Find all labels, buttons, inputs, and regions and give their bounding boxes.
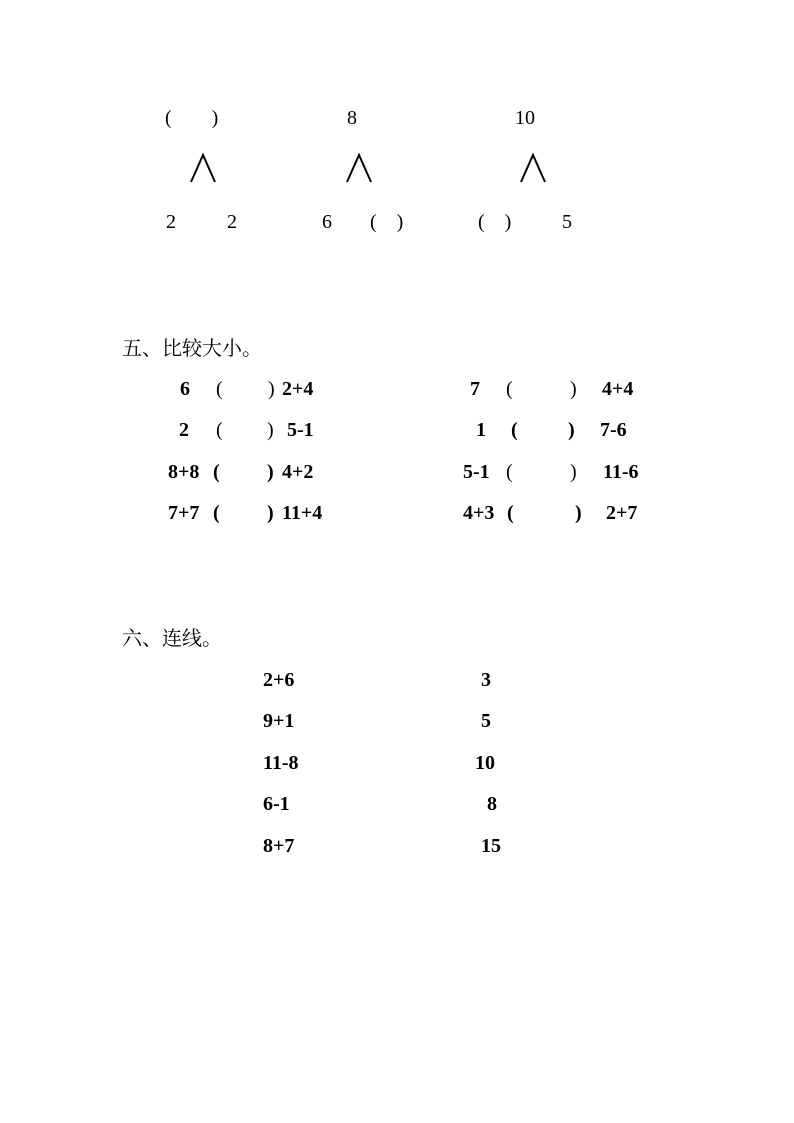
compare-right-expr: 11-6 [603, 461, 639, 483]
section-5-title: 五、比较大小。 [122, 336, 262, 360]
compare-right-expr: 7-6 [600, 419, 627, 441]
compare-left-expr: 6 [180, 378, 190, 400]
match-right-item[interactable]: 5 [481, 710, 491, 732]
compare-left-expr: 1 [476, 419, 486, 441]
match-right-item[interactable]: 10 [475, 752, 495, 774]
compare-answer-open[interactable]: ( [506, 378, 513, 400]
match-left-item[interactable]: 6-1 [263, 793, 290, 815]
compare-answer-open[interactable]: ( [213, 461, 220, 483]
compare-answer-close[interactable]: ) [267, 419, 274, 441]
compare-left-expr: 8+8 [168, 461, 200, 483]
compare-left-expr: 5-1 [463, 461, 490, 483]
compare-answer-open[interactable]: ( [507, 502, 514, 524]
match-left-item[interactable]: 8+7 [263, 835, 295, 857]
compare-answer-close[interactable]: ) [267, 461, 274, 483]
section-6-title: 六、连线。 [122, 626, 222, 650]
compare-answer-close[interactable]: ) [267, 502, 274, 524]
compare-answer-close[interactable]: ) [570, 378, 577, 400]
compare-left-expr: 2 [179, 419, 189, 441]
tree-3-right: 5 [562, 211, 572, 233]
compare-answer-open[interactable]: ( [216, 419, 223, 441]
tree-3-left[interactable]: ( ) [478, 211, 512, 233]
tree-3-top: 10 [515, 107, 535, 129]
tree-1-left: 2 [166, 211, 176, 233]
compare-right-expr: 2+7 [606, 502, 638, 524]
compare-answer-close[interactable]: ) [570, 461, 577, 483]
compare-answer-close[interactable]: ) [575, 502, 582, 524]
compare-left-expr: 4+3 [463, 502, 495, 524]
compare-right-expr: 2+4 [282, 378, 314, 400]
compare-left-expr: 7 [470, 378, 480, 400]
compare-answer-open[interactable]: ( [216, 378, 223, 400]
tree-2-wedge-icon [344, 152, 374, 184]
compare-answer-open[interactable]: ( [213, 502, 220, 524]
compare-right-expr: 5-1 [287, 419, 314, 441]
match-right-item[interactable]: 15 [481, 835, 501, 857]
tree-2-top: 8 [347, 107, 357, 129]
match-left-item[interactable]: 2+6 [263, 669, 295, 691]
tree-2-right[interactable]: ( ) [370, 211, 404, 233]
compare-right-expr: 11+4 [282, 502, 323, 524]
tree-1-right: 2 [227, 211, 237, 233]
tree-2-left: 6 [322, 211, 332, 233]
compare-answer-open[interactable]: ( [511, 419, 518, 441]
match-right-item[interactable]: 3 [481, 669, 491, 691]
match-left-item[interactable]: 11-8 [263, 752, 299, 774]
tree-1-top[interactable]: ( ) [165, 107, 219, 129]
compare-answer-close[interactable]: ) [568, 419, 575, 441]
compare-left-expr: 7+7 [168, 502, 200, 524]
compare-answer-close[interactable]: ) [268, 378, 275, 400]
compare-right-expr: 4+2 [282, 461, 314, 483]
compare-right-expr: 4+4 [602, 378, 634, 400]
match-right-item[interactable]: 8 [487, 793, 497, 815]
match-left-item[interactable]: 9+1 [263, 710, 295, 732]
tree-1-wedge-icon [188, 152, 218, 184]
compare-answer-open[interactable]: ( [506, 461, 513, 483]
tree-3-wedge-icon [518, 152, 548, 184]
